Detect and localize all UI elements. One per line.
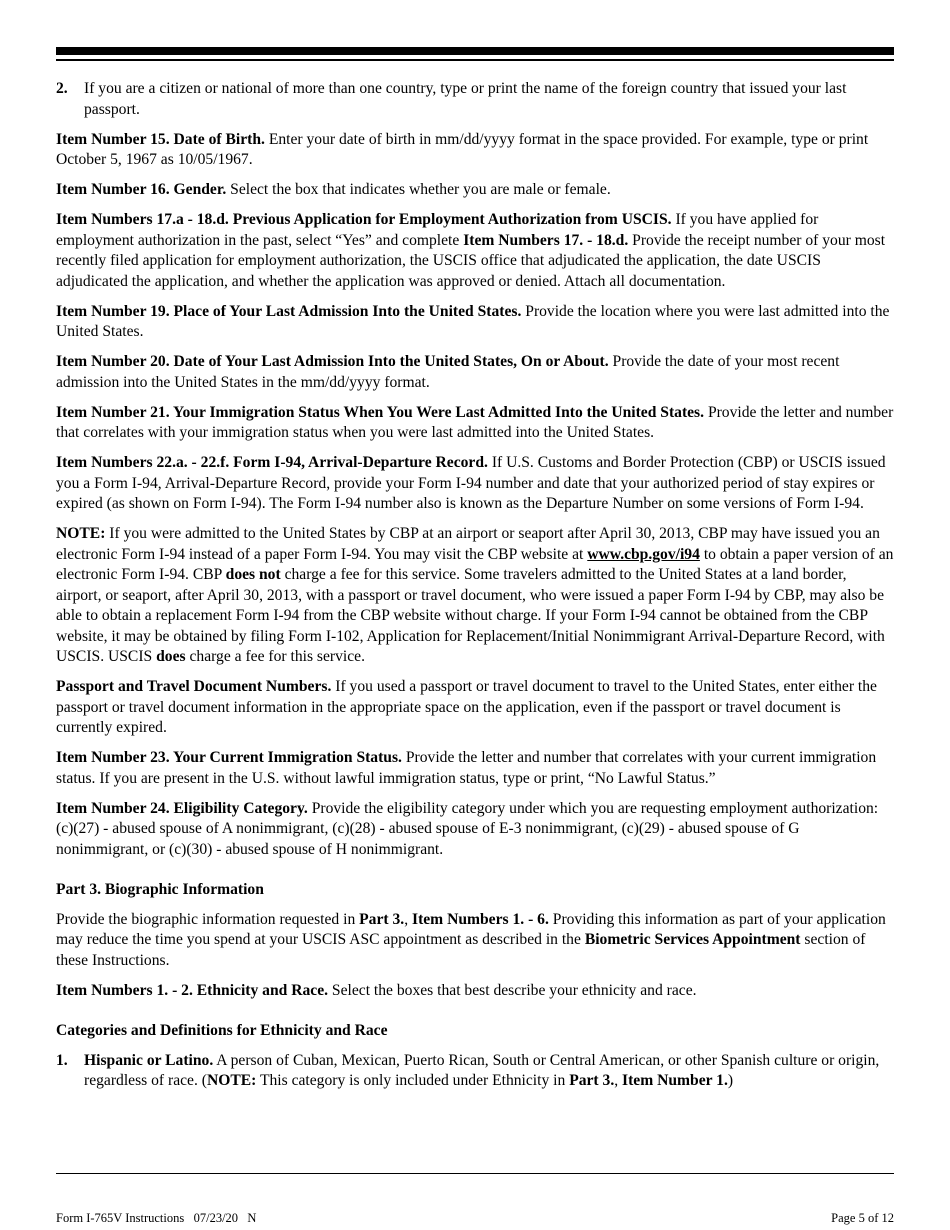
item-24-paragraph [56,799,894,861]
header-rule-thin [56,59,894,61]
item-2-text: If you are a citizen or national of more than one country, type or print the name of the foreign country that issued your last passport. [84,80,847,118]
item-2-paragraph [56,79,894,120]
item-19-text: Provide the location where you were last admitted into the United States. [56,302,890,340]
note-bold-2: does [156,648,186,665]
item-17-text-2: Provide the receipt number of your most recently filed application for employment authorization, the USCIS office that adjudicated the application, the date USCIS adjudicated the application, and whether the application was approved or denied. Attach all documentation. [56,231,886,290]
part-3-intro-sep: , [404,910,409,928]
note-text-3: charge a fee for this service. Some travelers admitted to the United States at a land border, airport, or seaport, after April 30, 2013, with a passport or travel document, who were issued a paper Form I-94 by CBP, may also be able to obtain a replacement Form I-94 from the CBP website without charge. If your Form I-94 cannot be obtained from the CBP website, it may be obtained by filing Form I-102, Application for Replacement/Initial Nonimmigrant Arrival-Departure Record, with USCIS. USCIS [56,566,885,665]
footer-rule [56,1173,894,1174]
item-16-label: Item Number 16. Gender. [56,181,227,198]
page-content [56,79,894,1101]
item-21-text: Provide the letter and number that correlates with your immigration status when you were last admitted into the United States. [56,403,894,441]
section-gap [56,1011,894,1021]
item-17-paragraph [56,210,894,292]
part-3-intro-bold-2: Item Numbers 1. - 6. [412,910,549,928]
item-22-paragraph [56,453,894,515]
item-22-text: If U.S. Customs and Border Protection (CBP) or USCIS issued you a Form I-94, Arrival-Departure Record, provide your Form I-94 number and date that your authorized period of stay expires or expired (as shown on Form I-94). The Form I-94 number also is known as the Departure Number on some versions of Form I-94. [56,454,886,512]
item-20-paragraph [56,352,894,393]
passport-text: If you used a passport or travel document to travel to the United States, enter either the passport or travel document information in the appropriate space on the application, even if the passport or travel document is currently expired. [56,678,877,736]
item-17-bold-ref: Item Numbers 17. - 18.d. [463,231,629,249]
section-gap [56,870,894,880]
category-1-text: A person of Cuban, Mexican, Puerto Rican, South or Central American, or other Spanish culture or origin, regardless of race. ( [84,1051,880,1089]
part-3-intro-paragraph [56,910,894,972]
item-24-text: Provide the eligibility category under which you are requesting employment authorization: (c)(27) - abused spouse of A nonimmigrant, (c)(28) - abused spouse of E-3 nonimmigrant, (c)(29) - abused spouse of G nonimmigrant, or (c)(30) - abused spouse of H nonimmigrant. [56,799,879,858]
categories-heading: Categories and Definitions for Ethnicity and Race [56,1021,388,1039]
category-1-close: ) [727,1072,734,1089]
category-1-note-bold-1: Part 3. [569,1072,615,1089]
list-number: 2. [56,80,68,97]
passport-paragraph [56,677,894,739]
cbp-website-link[interactable]: www.cbp.gov/i94 [587,545,700,563]
item-24-label: Item Number 24. Eligibility Category. [56,799,308,817]
note-text-2: to obtain a paper version of an electronic Form I-94. CBP [56,545,894,583]
item-16-text: Select the box that indicates whether you are male or female. [230,181,611,198]
category-1-paragraph [56,1051,894,1092]
item-1-2-text: Select the boxes that best describe your ethnicity and race. [331,981,697,999]
note-text-4: charge a fee for this service. [189,648,365,665]
category-1-note-bold-2: Item Number 1. [622,1072,728,1089]
part-3-intro-bold-3: Biometric Services Appointment [584,931,801,948]
item-19-paragraph [56,302,894,343]
item-1-2-paragraph [56,981,894,1002]
item-20-text: Provide the date of your most recent admission into the United States in the mm/dd/yyyy format. [56,353,840,391]
footer-form-info: Form I-765V Instructions 07/23/20 N [56,1211,257,1225]
category-1-note-label: NOTE: [206,1072,257,1089]
item-17-text-1: If you have applied for employment authorization in the past, select “Yes” and complete [56,211,819,249]
item-21-label: Item Number 21. Your Immigration Status When You Were Last Admitted Into the United States. [56,403,705,421]
item-15-text: Enter your date of birth in mm/dd/yyyy format in the space provided. For example, type or print October 5, 1967 as 10/05/1967. [56,130,869,168]
footer-page-number: Page 5 of 12 [831,1211,894,1225]
part-3-intro-text-2: Providing this information as part of your application may reduce the time you spend at your USCIS ASC appointment as described in the [56,910,886,948]
part-3-intro-bold-1: Part 3. [359,910,405,928]
item-22-label: Item Numbers 22.a. - 22.f. Form I-94, Arrival-Departure Record. [56,454,488,471]
part-3-heading: Part 3. Biographic Information [56,880,264,898]
passport-label: Passport and Travel Document Numbers. [56,678,332,695]
item-23-paragraph [56,748,894,789]
category-1-note-sep: , [614,1072,619,1089]
part-3-intro-text-3: section of these Instructions. [56,931,866,969]
item-16-paragraph [56,180,894,201]
item-15-paragraph [56,130,894,171]
list-number: 1. [56,1051,68,1069]
note-bold-1: does not [225,566,281,583]
part-3-intro-text-1: Provide the biographic information requested in [56,910,356,928]
item-19-label: Item Number 19. Place of Your Last Admission Into the United States. [56,302,522,320]
category-1-note-text: This category is only included under Ethnicity in [259,1072,566,1089]
item-15-label: Item Number 15. Date of Birth. [56,130,265,148]
note-paragraph [56,524,894,668]
note-label: NOTE: [56,525,106,542]
header-rule-thick [56,47,894,55]
item-1-2-label: Item Numbers 1. - 2. Ethnicity and Race. [56,981,329,999]
item-23-label: Item Number 23. Your Current Immigration Status. [56,749,402,766]
item-20-label: Item Number 20. Date of Your Last Admission Into the United States, On or About. [56,353,609,370]
item-21-paragraph [56,403,894,444]
item-17-label: Item Numbers 17.a - 18.d. Previous Application for Employment Authorization from USCIS. [56,211,672,228]
item-23-text: Provide the letter and number that correlates with your current immigration status. If you are present in the U.S. without lawful immigration status, type or print, “No Lawful Status.” [56,749,877,787]
category-1-label: Hispanic or Latino. [84,1051,214,1069]
note-text-1: If you were admitted to the United States by CBP at an airport or seaport after April 30, 2013, CBP may have issued you an electronic Form I-94 instead of a paper Form I-94. You may visit the CBP website at [56,525,880,563]
